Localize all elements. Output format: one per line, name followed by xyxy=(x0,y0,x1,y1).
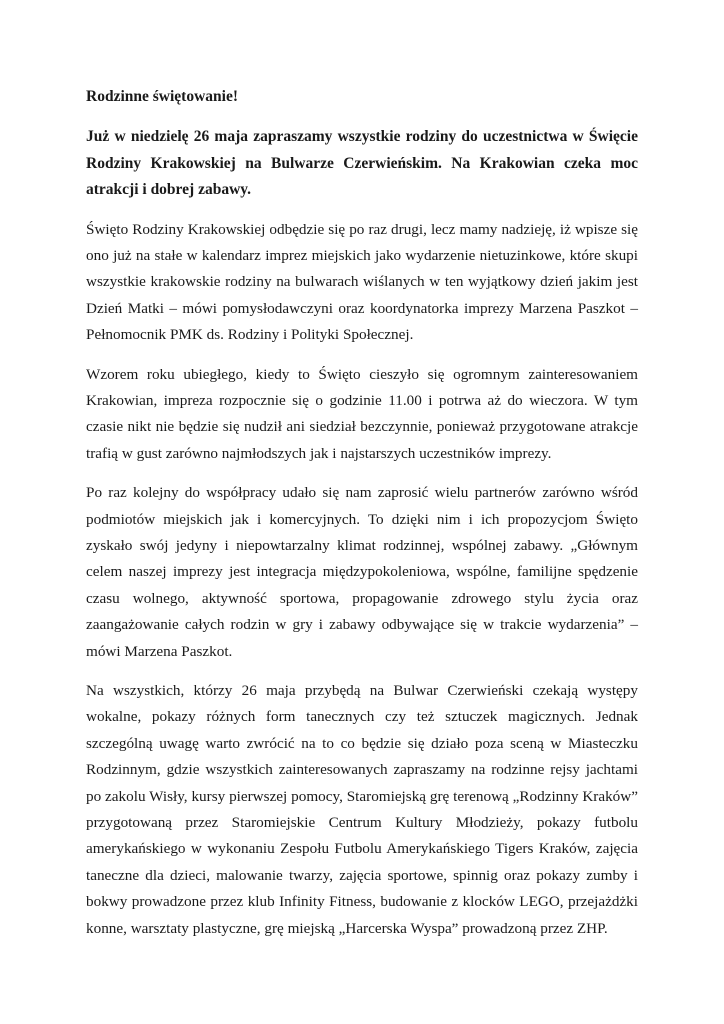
body-paragraph-2: Wzorem roku ubiegłego, kiedy to Święto cieszyło się ogromnym zainteresowaniem Krakowian, impreza rozpocznie się o godzinie 11.00 i potrwa aż do wieczora. W tym czasie nikt nie będzie się nudził ani siedział bezczynnie, ponieważ przygotowane atrakcje trafią w gust zarówno najmłodszych jak i najstarszych uczestników imprezy. xyxy=(86,365,638,462)
body-paragraph-4: Na wszystkich, którzy 26 maja przybędą na Bulwar Czerwieński czekają występy wokalne, pokazy różnych form tanecznych czy też sztuczek magicznych. Jednak szczególną uwagę warto zwrócić na to co będzie się działo poza sceną w Miasteczku Rodzinnym, gdzie wszystkich zainteresowanych zapraszamy na rodzinne rejsy jachtami po zakolu Wisły, kursy pierwszej pomocy, Staromiejską grę terenową „Rodzinny Kraków” przygotowaną przez Staromiejskie Centrum Kultury Młodzieży, pokazy futbolu amerykańskiego w wykonaniu Zespołu Futbolu Amerykańskiego Tigers Kraków, zajęcia taneczne dla dzieci, malowanie twarzy, zajęcia sportowe, spinnig oraz pokazy zumby i bokwy prowadzone przez klub Infinity Fitness, budowanie z klocków LEGO, przejażdżki konne, warsztaty plastyczne, grę miejską „Harcerska Wyspa” prowadzoną przez ZHP. xyxy=(86,682,638,937)
document-page xyxy=(86,84,638,955)
body-paragraph-3: Po raz kolejny do współpracy udało się nam zaprosić wielu partnerów zarówno wśród podmiotów miejskich jak i komercyjnych. To dzięki nim i ich propozycjom Święto zyskało swój jedyny i niepowtarzalny klimat rodzinnej, wspólnej zabawy. „Głównym celem naszej imprezy jest integracja międzypokoleniowa, wspólne, familijne spędzenie czasu wolnego, aktywność sportowa, propagowanie zdrowego stylu życia oraz zaangażowanie całych rodzin w gry i zabawy odbywające się w trakcie wydarzenia” – mówi Marzena Paszkot. xyxy=(86,484,638,660)
document-title: Rodzinne świętowanie! xyxy=(86,88,238,105)
lead-paragraph: Już w niedzielę 26 maja zapraszamy wszystkie rodziny do uczestnictwa w Święcie Rodziny Krakowskiej na Bulwarze Czerwieńskim. Na Krakowian czeka moc atrakcji i dobrej zabawy. xyxy=(86,128,638,198)
body-paragraph-1: Święto Rodziny Krakowskiej odbędzie się po raz drugi, lecz mamy nadzieję, iż wpisze się ono już na stałe w kalendarz imprez miejskich jako wydarzenie nietuzinkowe, które skupi wszystkie krakowskie rodziny na bulwarach wiślanych w ten wyjątkowy dzień jakim jest Dzień Matki – mówi pomysłodawczyni oraz koordynatorka imprezy Marzena Paszkot – Pełnomocnik PMK ds. Rodziny i Polityki Społecznej. xyxy=(86,220,638,344)
